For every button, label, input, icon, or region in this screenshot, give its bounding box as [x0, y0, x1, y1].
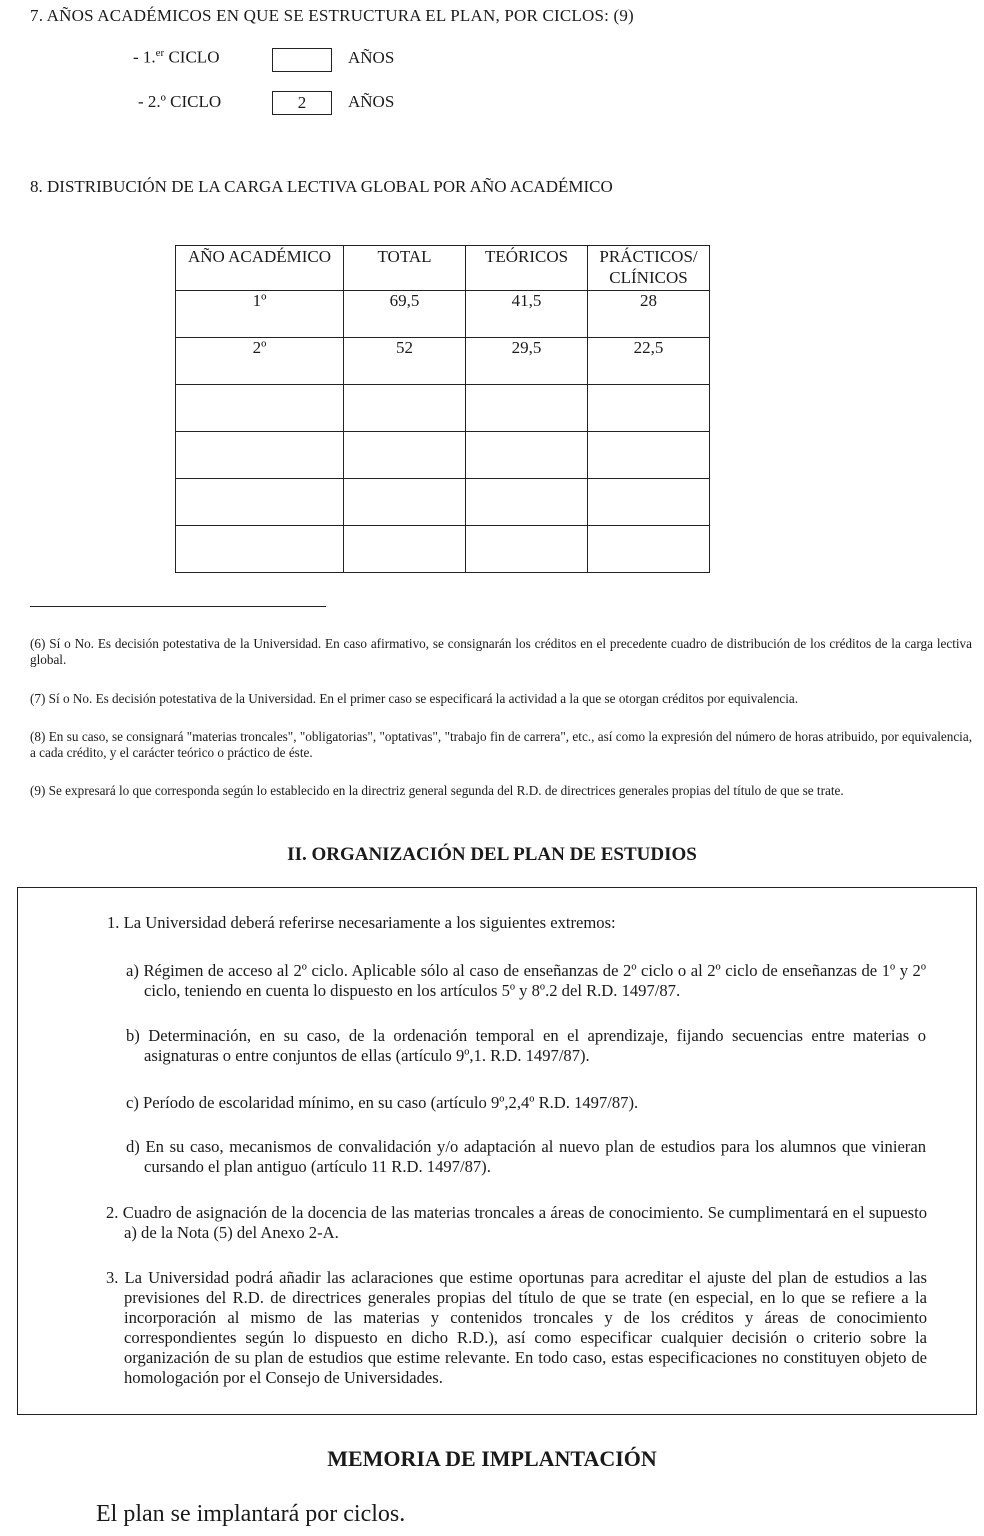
footnote-7: (7) Sí o No. Es decisión potestativa de la Universidad. En el primer caso se especificará la actividad a la que se otorgan créditos por equivalencia.	[30, 691, 799, 706]
ciclo-2-value-box[interactable]: 2	[272, 91, 332, 115]
cell-teoricos	[466, 432, 588, 479]
cell-ano	[176, 526, 344, 573]
carga-lectiva-table	[175, 245, 710, 573]
section-7-heading: 7. AÑOS ACADÉMICOS EN QUE SE ESTRUCTURA EL PLAN, POR CICLOS: (9)	[30, 6, 634, 25]
ciclo-1-value-box[interactable]	[272, 48, 332, 72]
organizacion-item-1d: d) En su caso, mecanismos de convalidación y/o adaptación al nuevo plan de estudios para los alumnos que vinieran cursando el plan antiguo (artículo 11 R.D. 1497/87).	[126, 1137, 926, 1176]
cell-practicos: 28	[588, 291, 710, 338]
cell-practicos	[588, 526, 710, 573]
cell-practicos	[588, 385, 710, 432]
ciclo-2-unit: AÑOS	[348, 92, 395, 111]
cell-total: 69,5	[344, 291, 466, 338]
footnote-9: (9) Se expresará lo que corresponda según lo establecido en la directriz general segunda del R.D. de directrices generales propias del título de que se trate.	[30, 783, 844, 798]
cell-practicos	[588, 432, 710, 479]
table-row	[176, 338, 710, 385]
cell-ano: 2º	[176, 338, 344, 385]
cell-ano	[176, 432, 344, 479]
cell-total	[344, 385, 466, 432]
table-row	[176, 291, 710, 338]
table-row	[176, 526, 710, 573]
header-ano-academico: AÑO ACADÉMICO	[176, 246, 344, 291]
cell-total	[344, 432, 466, 479]
cell-total: 52	[344, 338, 466, 385]
organizacion-item-1b: b) Determinación, en su caso, de la ordenación temporal en el aprendizaje, fijando secuencias entre materias o asignaturas o entre conjuntos de ellas (artículo 9º,1. R.D. 1497/87).	[126, 1026, 926, 1065]
cell-ano: 1º	[176, 291, 344, 338]
ciclo-1-unit: AÑOS	[348, 48, 395, 67]
ciclo-2-label: - 2.º CICLO	[138, 92, 222, 111]
cell-ano	[176, 479, 344, 526]
organizacion-item-1c: c) Período de escolaridad mínimo, en su caso (artículo 9º,2,4º R.D. 1497/87).	[126, 1093, 639, 1112]
organizacion-item-1a: a) Régimen de acceso al 2º ciclo. Aplicable sólo al caso de enseñanzas de 2º ciclo o al 2º ciclo de enseñanzas de 1º y 2º ciclo, teniendo en cuenta lo dispuesto en los artículos 5º y 8º.2 del R.D. 1497/87.	[126, 961, 926, 1000]
footnote-8: (8) En su caso, se consignará "materias troncales", "obligatorias", "optativas", "trabajo fin de carrera", etc., así como la expresión del número de horas atribuido, por equivalencia, a cada crédito, y el carácter teórico o práctico de éste.	[30, 729, 972, 760]
organizacion-title: II. ORGANIZACIÓN DEL PLAN DE ESTUDIOS	[287, 844, 697, 865]
cell-teoricos: 41,5	[466, 291, 588, 338]
table-row	[176, 385, 710, 432]
table-header-row	[176, 246, 710, 291]
organizacion-item-3: 3. La Universidad podrá añadir las aclaraciones que estime oportunas para acreditar el ajuste del plan de estudios a las previsiones del R.D. de directrices generales propias del título de que se trate (en especial, en lo que se refiere a la incorporación al mismo de las materias y contenidos troncales y de los créditos y áreas de conocimiento correspondientes según lo dispuesto en dicho R.D.), así como especificar cualquier decisión o criterio sobre la organización de su plan de estudios que estime relevante. En todo caso, estas especificaciones no constituyen objeto de homologación por el Consejo de Universidades.	[106, 1268, 927, 1387]
footnote-6: (6) Sí o No. Es decisión potestativa de la Universidad. En caso afirmativo, se consignarán los créditos en el precedente cuadro de distribución de los créditos de la carga lectiva global.	[30, 636, 972, 667]
memoria-title: MEMORIA DE IMPLANTACIÓN	[327, 1446, 657, 1471]
table-row	[176, 479, 710, 526]
memoria-text: El plan se implantará por ciclos.	[96, 1501, 406, 1527]
cell-teoricos	[466, 479, 588, 526]
cell-practicos: 22,5	[588, 338, 710, 385]
header-teoricos: TEÓRICOS	[466, 246, 588, 291]
cell-ano	[176, 385, 344, 432]
organizacion-item-1: 1. La Universidad deberá referirse necesariamente a los siguientes extremos:	[107, 913, 616, 932]
section-8-heading: 8. DISTRIBUCIÓN DE LA CARGA LECTIVA GLOBAL POR AÑO ACADÉMICO	[30, 177, 613, 196]
header-practicos-clinicos: PRÁCTICOS/ CLÍNICOS	[588, 246, 710, 291]
cell-teoricos	[466, 526, 588, 573]
header-total: TOTAL	[344, 246, 466, 291]
organizacion-item-2: 2. Cuadro de asignación de la docencia de las materias troncales a áreas de conocimiento. Se cumplimentará en el supuesto a) de la Nota (5) del Anexo 2-A.	[106, 1203, 927, 1242]
cell-teoricos: 29,5	[466, 338, 588, 385]
cell-total	[344, 479, 466, 526]
footnote-divider	[30, 606, 326, 607]
cell-practicos	[588, 479, 710, 526]
cell-total	[344, 526, 466, 573]
table-row	[176, 432, 710, 479]
ciclo-1-label: - 1.$^{er}$ CICLO	[133, 47, 220, 67]
ciclos-block	[0, 0, 984, 130]
cell-teoricos	[466, 385, 588, 432]
